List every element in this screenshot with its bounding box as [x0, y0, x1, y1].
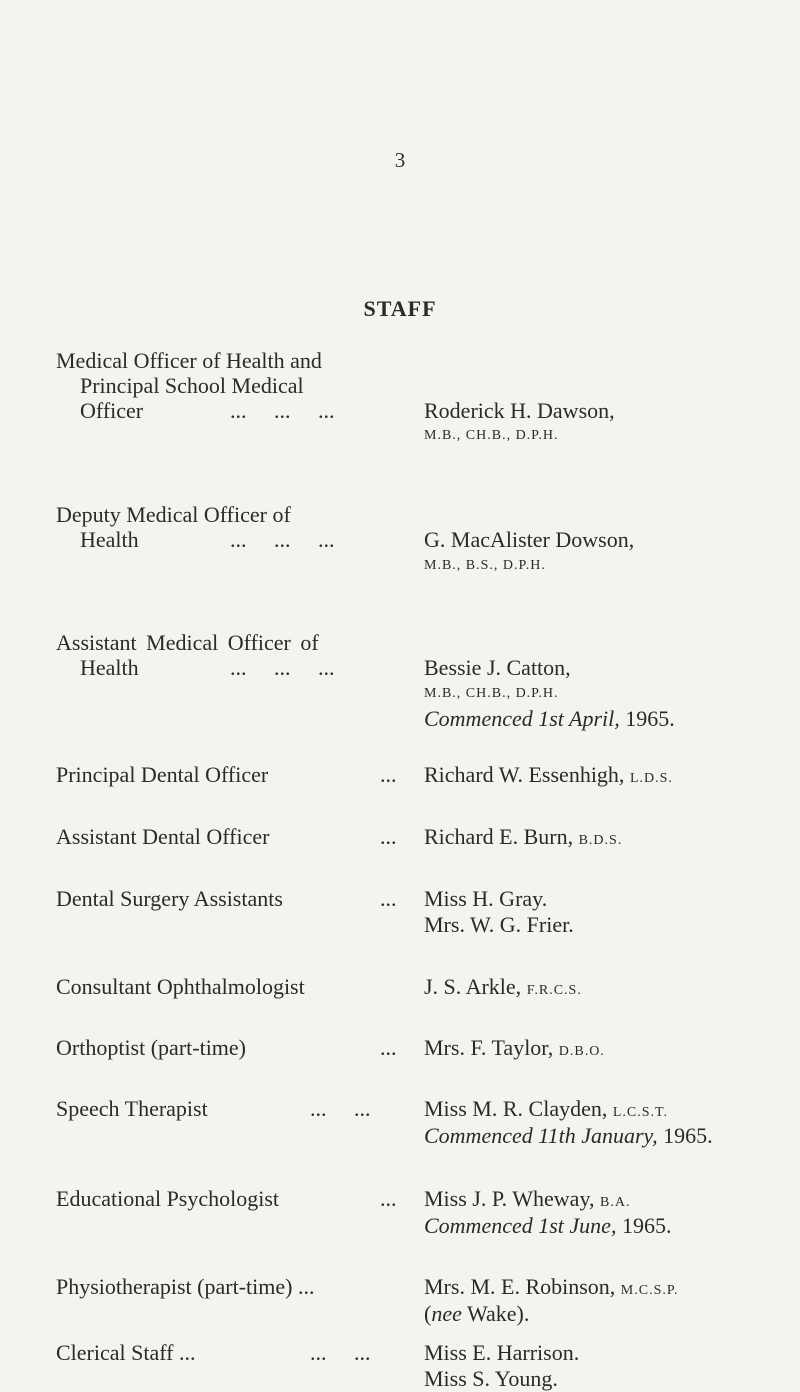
role-line: Health — [80, 527, 139, 552]
role-line: Principal Dental Officer — [56, 762, 269, 787]
leader-dots: ... — [380, 1035, 397, 1060]
role-line: Medical Officer of Health and — [56, 348, 322, 373]
role-line: Assistant Medical Officer of — [56, 630, 319, 655]
role-line: Physiotherapist (part-time) ... — [56, 1274, 315, 1299]
commencement-note: Commenced 11th January, 1965. — [424, 1123, 713, 1148]
leader-dots: ... ... ... — [230, 398, 335, 423]
staff-name-secondary: Miss S. Young. — [424, 1366, 558, 1391]
staff-name: J. S. Arkle, F.R.C.S. — [424, 974, 582, 999]
role-line: Consultant Ophthalmologist — [56, 974, 305, 999]
commencement-note: Commenced 1st April, 1965. — [424, 706, 675, 731]
role-line: Educational Psychologist — [56, 1186, 280, 1211]
staff-name-secondary: Mrs. W. G. Frier. — [424, 912, 574, 937]
staff-qualifications: M.B., B.S., D.P.H. — [424, 558, 546, 573]
leader-dots: ... ... ... — [230, 527, 335, 552]
page-number: 3 — [394, 148, 406, 172]
staff-name: Miss M. R. Clayden, L.C.S.T. — [424, 1096, 669, 1121]
staff-qualifications: M.B., CH.B., D.P.H. — [424, 686, 559, 701]
role-line: Speech Therapist — [56, 1096, 208, 1121]
staff-name: Richard E. Burn, B.D.S. — [424, 824, 623, 849]
page-title: STAFF — [363, 296, 437, 321]
staff-name: Roderick H. Dawson, — [424, 398, 615, 423]
role-line: Dental Surgery Assistants — [56, 886, 283, 911]
staff-name: Miss J. P. Wheway, B.A. — [424, 1186, 631, 1211]
role-line: Officer — [80, 398, 144, 423]
role-line: Health — [80, 655, 139, 680]
leader-dots: ... — [380, 824, 397, 849]
staff-qualifications: M.B., CH.B., D.P.H. — [424, 428, 559, 443]
staff-name: Mrs. M. E. Robinson, M.C.S.P. — [424, 1274, 679, 1299]
role-line: Principal School Medical — [80, 373, 304, 398]
leader-dots: ... — [380, 762, 397, 787]
leader-dots: ... — [380, 1186, 397, 1211]
staff-name: Miss E. Harrison. — [424, 1340, 580, 1365]
staff-name: Bessie J. Catton, — [424, 655, 571, 680]
role-line: Clerical Staff ... — [56, 1340, 196, 1365]
commencement-note: Commenced 1st June, 1965. — [424, 1213, 672, 1238]
staff-name: Mrs. F. Taylor, D.B.O. — [424, 1035, 605, 1060]
leader-dots: ... — [380, 886, 397, 911]
staff-name: Richard W. Essenhigh, L.D.S. — [424, 762, 673, 787]
role-line: Orthoptist (part-time) — [56, 1035, 247, 1060]
staff-name: Miss H. Gray. — [424, 886, 548, 911]
role-line: Assistant Dental Officer — [56, 824, 270, 849]
leader-dots: ... ... — [310, 1340, 371, 1365]
leader-dots: ... ... ... — [230, 655, 335, 680]
role-line: Deputy Medical Officer of — [56, 502, 291, 527]
staff-name: G. MacAlister Dowson, — [424, 527, 635, 552]
staff-name-secondary: (nee Wake). — [424, 1301, 530, 1326]
leader-dots: ... ... — [310, 1096, 371, 1121]
